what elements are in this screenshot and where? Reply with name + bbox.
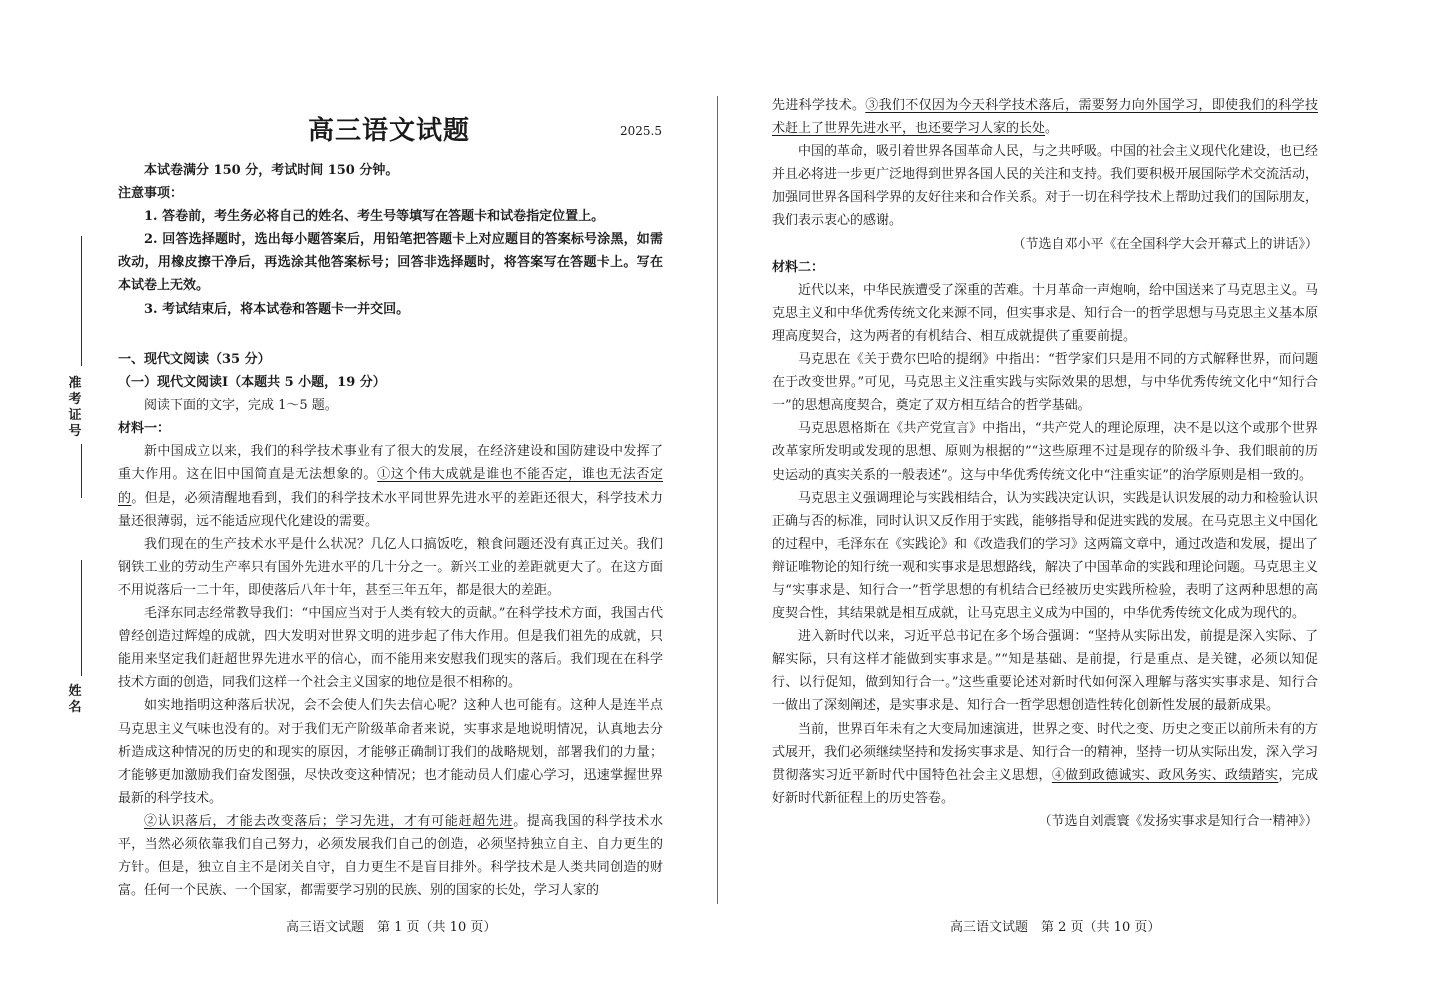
paragraph: 中国的革命，吸引着世界各国革命人民，与之共呼吸。中国的社会主义现代化建设，也已经并且必将进一步更广泛地得到世界各国人民的关注和支持。我们要积极开展国际学术交流活动，加强同世界各国科学界的友好往来和合作关系。对于一切在科学技术上帮助过我们的国际朋友，我们表示衷心的感谢。 [772,144,1319,229]
page-title: 高三语文试题 [308,116,471,146]
notice-item-2: 2. 回答选择题时，选出每小题答案后，用铅笔把答题卡上对应题目的答案标号涂黑，如需改动，用橡皮擦干净后，再选涂其他答案标号；回答非选择题时，将答案写在答题卡上。写在本试卷上无效。 [118,232,663,294]
paragraph: 马克思主义强调理论与实践相结合，认为实践决定认识，实践是认识发展的动力和检验认识正确与否的标准，同时认识又反作用于实践，能够指导和促进实践的发展。在马克思主义中国化的过程中，毛泽东在《实践论》和《改造我们的学习》这两篇文章中，通过改造和发展，提出了辩证唯物论的知行统一观和实事求是思想路线，解决了中国革命的实践和理论问题。马克思主义与“实事求是、知行合一”哲学思想的有机结合已经被历史实践所检验，表明了这两种思想的高度契合性，其结果就是相互成就，让马克思主义成为中国的，中华优秀传统文化成为现代的。 [772,490,1319,622]
source-citation-1: （节选自邓小平《在全国科学大会开幕式上的讲话》） [1012,236,1318,252]
exam-id-label: 准考证号 [68,376,82,439]
exam-date: 2025.5 [620,124,662,138]
page-footer-2: 高三语文试题 第 2 页（共 10 页） [950,920,1161,935]
section-title: 一、现代文阅读（35 分） [118,352,271,367]
notice-item-1: 1. 答卷前，考生务必将自己的姓名、考生号等填写在答题卡和试卷指定位置上。 [144,209,605,225]
paragraph: 近代以来，中华民族遭受了深重的苦难。十月革命一声炮响，给中国送来了马克思主义。马克思主义和中华优秀传统文化来源不同，但实事求是、知行合一的哲学思想与马克思主义基本原理高度契合，这为两者的有机结合、相互成就提供了重要前提。 [772,282,1319,344]
left-page-body [118,348,663,902]
paragraph: 进入新时代以来，习近平总书记在多个场合强调：“坚持从实际出发，前提是深入实际、了解实际，只有这样才能做到实事求是。”“知是基础、是前提，行是重点、是关键，必须以知促行、以行促知，做到知行合一。”这些重要论述对新时代如何深入理解与落实实事求是、知行合一做出了深刻阐述，是实事求是、知行合一哲学思想创造性转化创新性发展的最新成果。 [772,629,1318,714]
paragraph: 先进科学技术。③我们不仅因为今天科学技术落后，需要努力向外国学习，即使我们的科学技术赶上了世界先进水平，也还要学习人家的长处。 [772,98,1318,137]
paragraph: 当前，世界百年未有之大变局加速演进，世界之变、时代之变、历史之变正以前所未有的方式展开，我们必须继续坚持和发扬实事求是、知行合一的精神，坚持一切从实际出发，深入学习贯彻落实习近平新时代中国特色社会主义思想，④做到政德诚实、政风务实、政绩踏实，完成好新时代新征程上的历史答卷。 [772,721,1319,806]
exam-id-line [81,236,82,366]
name-line [81,560,82,676]
paragraph: 我们现在的生产技术水平是什么状况？几亿人口搞饭吃，粮食问题还没有真正过关。我们钢铁工业的劳动生产率只有国外先进水平的几十分之一。新兴工业的差距就更大了。在这方面不用说落后一二十年，即使落后八年十年，甚至三年五年，都是很大的差距。 [118,536,663,598]
left-page-front [118,159,663,321]
paragraph: 新中国成立以来，我们的科学技术事业有了很大的发展，在经济建设和国防建设中发挥了重大作用。这在旧中国简直是无法想象的。①这个伟大成就是谁也不能否定，谁也无法否定的。但是，必须清醒地看到，我们的科学技术水平同世界先进水平的差距还很大，科学技术力量还很薄弱，远不能适应现代化建设的需要。 [118,444,663,529]
right-page-body [772,94,1318,833]
reading-instruction: 阅读下面的文字，完成 1～5 题。 [144,398,338,414]
name-label: 姓名 [68,684,82,715]
notice-item-3: 3. 考试结束后，将本试卷和答题卡一并交回。 [144,301,410,317]
material-2-title: 材料二： [772,259,825,275]
underlined-sentence-2: ②认识落后，才能去改变落后；学习先进，才有可能赶超先进 [144,813,514,829]
underlined-sentence-3: ③我们不仅因为今天科学技术落后，需要努力向外国学习，即使我们的科学技术赶上了世界先进水平，也还要学习人家的长处 [772,98,1318,137]
paragraph: 毛泽东同志经常教导我们：“中国应当对于人类有较大的贡献。”在科学技术方面，我国古代曾经创造过辉煌的成就，四大发明对世界文明的进步起了伟大作用。但是我们祖先的成就，只能用来坚定我们赶超世界先进水平的信心，而不能用来安慰我们现实的落后。我们现在在科学技术方面的创造，同我们这样一个社会主义国家的地位是很不相称的。 [118,606,663,691]
paragraph: ②认识落后，才能去改变落后；学习先进，才有可能赶超先进。提高我国的科学技术水平，当然必须依靠我们自己努力，必须发展我们自己的创造，必须坚持独立自主、自力更生的方针。但是，独立自主不是闭关自守，自力更生不是盲目排外。科学技术是人类共同创造的财富。任何一个民族、一个国家，都需要学习别的民族、别的国家的长处，学习人家的 [118,813,663,899]
header [118,110,663,146]
exam-id-line-lower [81,444,82,498]
paragraph: 如实地指明这种落后状况，会不会使人们失去信心呢？这种人也可能有。这种人是连半点马克思主义气味也没有的。对于我们无产阶级革命者来说，实事求是地说明情况，认真地去分析造成这种情况的历史的和现实的原因，才能够正确制订我们的战略规划，部署我们的力量；才能够更加激励我们奋发图强，尽快改变这种情况；也才能动员人们虚心学习，迅速掌握世界最新的科学技术。 [118,698,663,806]
page-footer-1: 高三语文试题 第 1 页（共 10 页） [286,920,497,935]
paragraph: 马克思恩格斯在《共产党宣言》中指出，“共产党人的理论原理，决不是以这个或那个世界改革家所发明或发现的思想、原则为根据的”“这些原理不过是现存的阶级斗争、我们眼前的历史运动的真实关系的一般表述”。这与中华优秀传统文化中“注重实证”的治学原则是相一致的。 [772,421,1318,483]
page-divider [717,96,718,904]
underlined-sentence-1: ①这个伟大成就是谁也不能否定，谁也无法否定的 [118,467,663,506]
paragraph: 马克思在《关于费尔巴哈的提纲》中指出：“哲学家们只是用不同的方式解释世界，而问题在于改变世界。”可见，马克思主义注重实践与实际效果的思想，与中华优秀传统文化中“知行合一”的思想高度契合，奠定了双方相互结合的哲学基础。 [772,352,1318,414]
underlined-sentence-4: ④做到政德诚实、政风务实、政绩踏实 [1051,767,1279,783]
notice-title: 注意事项： [118,186,184,202]
material-1-title: 材料一： [118,421,171,437]
exam-intro: 本试卷满分 150 分，考试时间 150 分钟。 [144,163,399,178]
subsection-title: （一）现代文阅读Ⅰ（本题共 5 小题，19 分） [118,375,386,391]
source-citation-2: （节选自刘震寰《发扬实事求是知行合一精神》） [1038,813,1318,829]
